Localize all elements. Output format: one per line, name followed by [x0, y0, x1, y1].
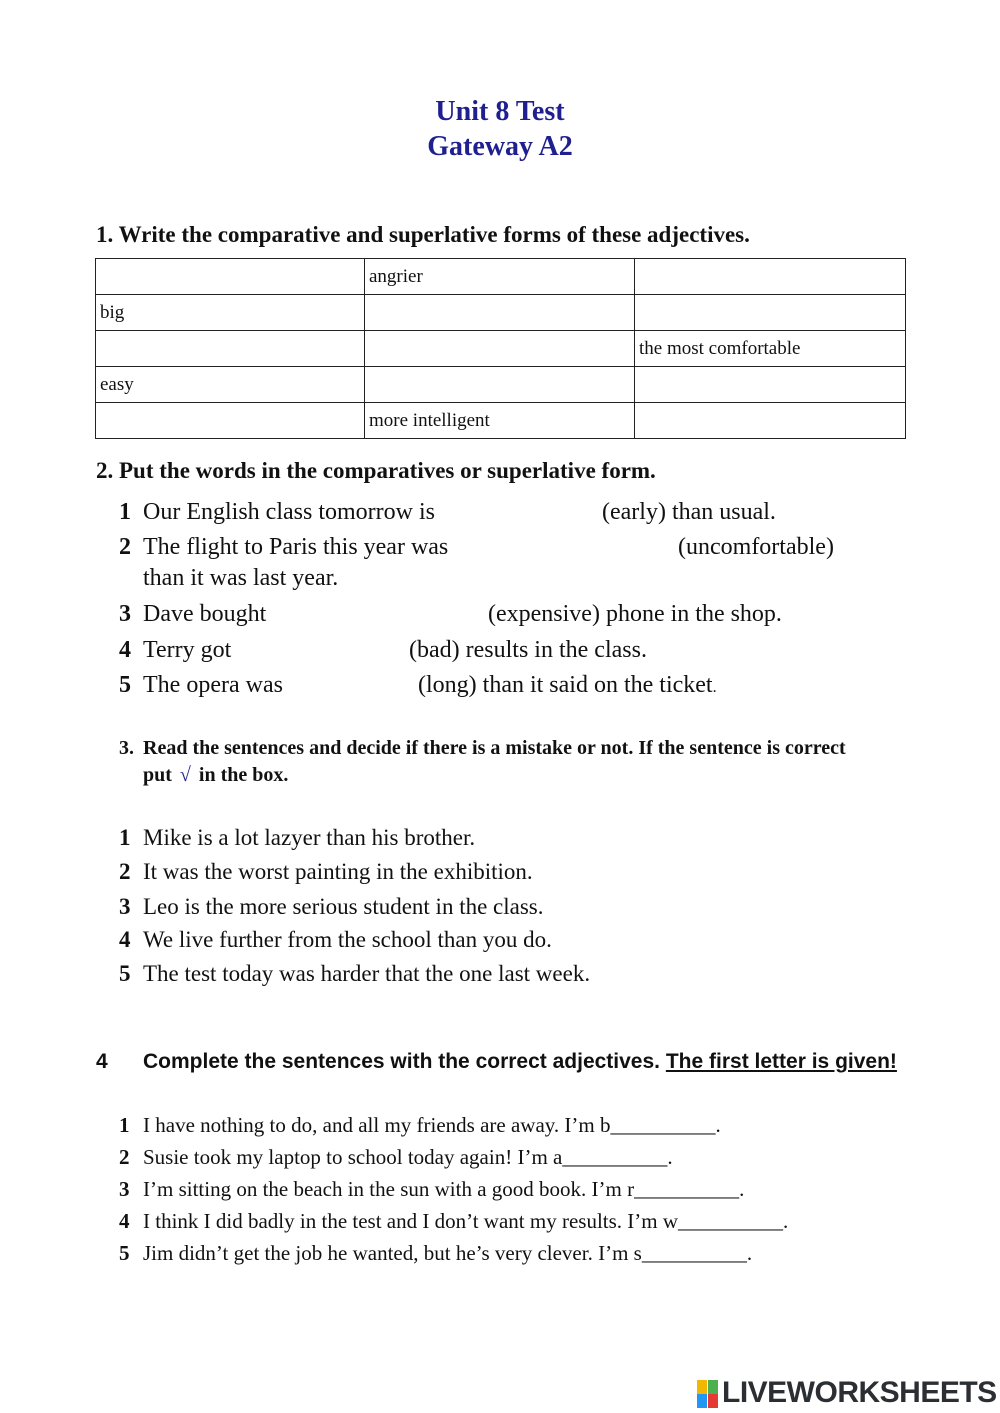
table-cell: more intelligent [365, 403, 635, 439]
item-number: 1 [119, 499, 131, 525]
item-text: I think I did badly in the test and I don’t want my results. I’m w__________. [143, 1209, 789, 1233]
table-cell[interactable] [365, 295, 635, 331]
list-item [0, 859, 1000, 889]
table-cell: big [96, 295, 365, 331]
item-text: It was the worst painting in the exhibition. [143, 859, 533, 884]
table-row [96, 295, 906, 331]
list-item [0, 637, 1000, 667]
item-text: Our English class tomorrow is [143, 499, 435, 525]
item-text: Leo is the more serious student in the class. [143, 894, 544, 919]
item-number: 5 [119, 1241, 130, 1265]
list-item [0, 961, 1000, 991]
item-number: 3 [119, 894, 131, 919]
table-cell[interactable] [96, 259, 365, 295]
item-text: Terry got [143, 637, 232, 663]
list-item [0, 1145, 1000, 1173]
item-number: 4 [119, 1209, 130, 1233]
list-item [0, 927, 1000, 957]
page-subtitle: Gateway A2 [427, 131, 573, 162]
section1-heading: 1. Write the comparative and superlative forms of these adjectives. [96, 222, 750, 247]
table-row [96, 331, 906, 367]
item-number: 4 [119, 927, 131, 952]
item-number: 3 [119, 601, 131, 627]
item-number: 1 [119, 825, 131, 850]
logo-icon [697, 1378, 719, 1408]
item-text: The test today was harder that the one last week. [143, 961, 591, 986]
list-item [0, 534, 1000, 564]
item-number: 5 [119, 672, 131, 698]
item-hint: (expensive) phone in the shop. [488, 601, 782, 627]
logo-text: LIVEWORKSHEETS [722, 1376, 997, 1409]
table-row [96, 367, 906, 403]
item-hint: (long) than it said on the ticket. [418, 672, 717, 698]
item-text: than it was last year. [143, 565, 339, 591]
item-text: Susie took my laptop to school today again! I’m a__________. [143, 1145, 673, 1169]
item-number: 4 [119, 637, 131, 663]
table-cell[interactable] [96, 331, 365, 367]
item-hint: (bad) results in the class. [409, 637, 647, 663]
item-number: 2 [119, 859, 131, 884]
table-row [96, 403, 906, 439]
item-text: Jim didn’t get the job he wanted, but he’s very clever. I’m s__________. [143, 1241, 753, 1265]
item-number: 1 [119, 1113, 130, 1137]
table-cell[interactable] [635, 367, 906, 403]
item-text: Dave bought [143, 601, 267, 627]
table-cell[interactable] [635, 295, 906, 331]
table-cell[interactable] [635, 259, 906, 295]
item-number: 2 [119, 1145, 130, 1169]
page-title: Unit 8 Test [435, 96, 565, 127]
table-cell[interactable] [635, 403, 906, 439]
list-item [0, 499, 1000, 529]
table-cell: the most comfortable [635, 331, 906, 367]
list-item-continued [0, 565, 1000, 595]
table-cell[interactable] [365, 367, 635, 403]
check-icon: √ [179, 764, 191, 786]
list-item [0, 1209, 1000, 1237]
table-cell[interactable] [365, 331, 635, 367]
list-item [0, 1241, 1000, 1269]
section2-heading: 2. Put the words in the comparatives or superlative form. [96, 458, 656, 483]
list-item [0, 825, 1000, 855]
item-hint: (early) than usual. [602, 499, 776, 525]
table-cell: angrier [365, 259, 635, 295]
table-cell[interactable] [96, 403, 365, 439]
list-item [0, 672, 1000, 702]
item-text: The opera was [143, 672, 283, 698]
table-cell: easy [96, 367, 365, 403]
item-text: I’m sitting on the beach in the sun with a good book. I’m r__________. [143, 1177, 745, 1201]
list-item [0, 1177, 1000, 1205]
table-row [96, 259, 906, 295]
list-item [0, 894, 1000, 924]
item-text: The flight to Paris this year was [143, 534, 449, 560]
item-text: Mike is a lot lazyer than his brother. [143, 825, 476, 850]
list-item [0, 601, 1000, 631]
item-text: I have nothing to do, and all my friends are away. I’m b__________. [143, 1113, 721, 1137]
liveworksheets-logo [697, 1376, 997, 1410]
adjectives-table [95, 258, 906, 439]
item-number: 3 [119, 1177, 130, 1201]
item-number: 2 [119, 534, 131, 560]
item-text: We live further from the school than you do. [143, 927, 552, 952]
list-item [0, 1113, 1000, 1141]
item-hint: (uncomfortable) [678, 534, 834, 560]
item-number: 5 [119, 961, 131, 986]
